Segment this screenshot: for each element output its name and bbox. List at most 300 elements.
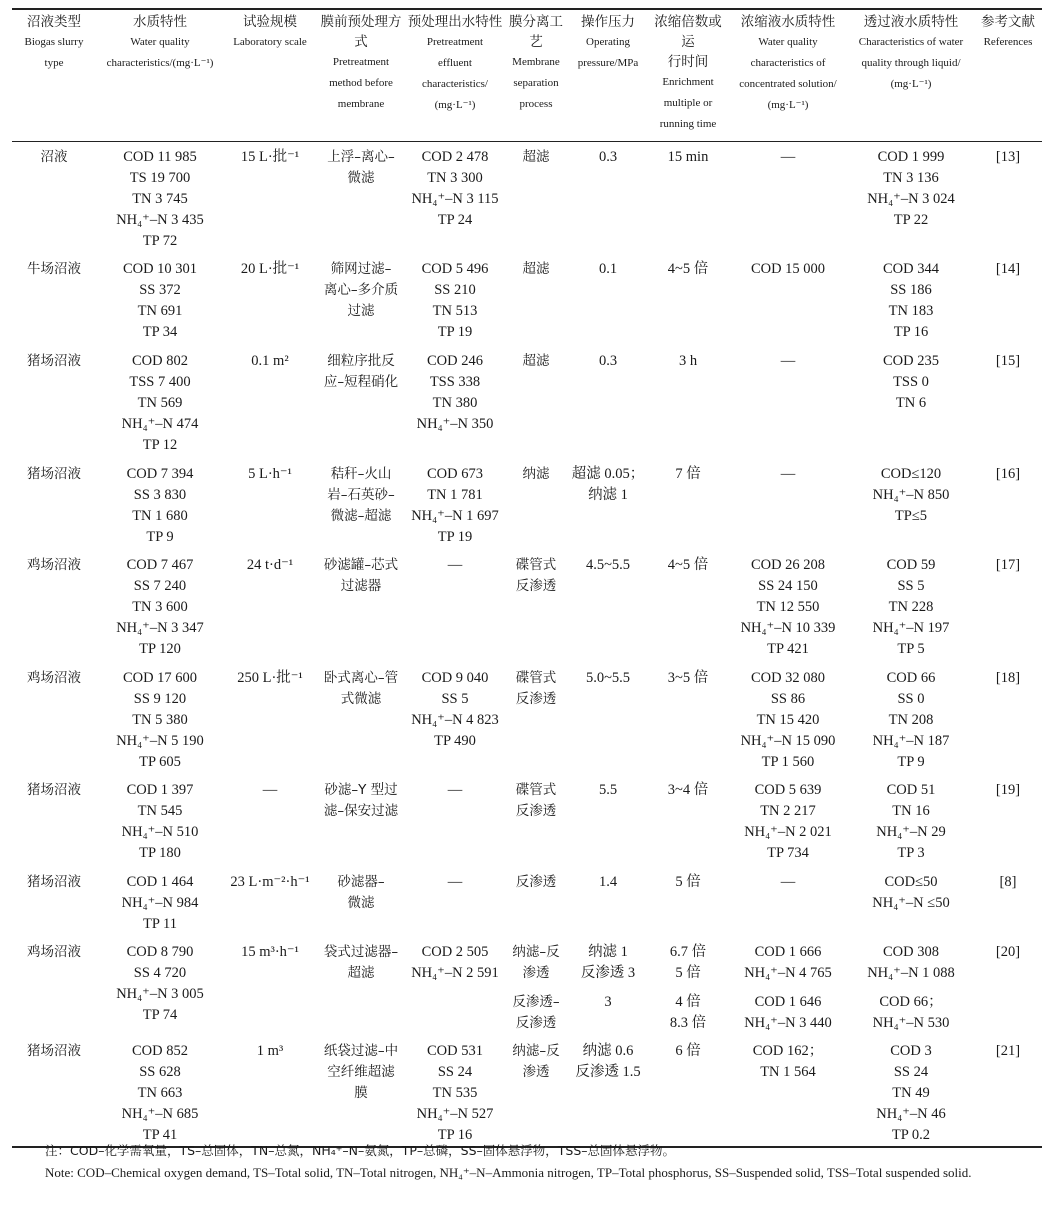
cell-line: NH₄⁺–N 3 347	[116, 620, 204, 636]
cell-line: SS 24 150	[758, 578, 818, 594]
cell-line: COD 1 999	[877, 149, 945, 165]
cell-ref	[974, 259, 1042, 351]
cell-line: 卧式离心–管	[323, 670, 399, 686]
cell-line: 超滤 0.05；	[571, 466, 645, 482]
cell-line: TN 15 420	[756, 712, 820, 728]
cell-line: 反渗透 3	[580, 965, 636, 981]
cell-line: COD 531	[427, 1043, 483, 1059]
cell-line: 6 倍	[675, 1043, 701, 1059]
table-notes	[12, 1140, 1046, 1184]
cell-line: —	[780, 353, 796, 369]
cell-line: 3~4 倍	[667, 782, 709, 798]
cell-line: 筛网过滤–	[330, 261, 392, 277]
cell-line: 8.3 倍	[669, 1015, 707, 1031]
cell-line: 式微滤	[340, 691, 382, 707]
cell-line: NH₄⁺–N 10 339	[740, 620, 836, 636]
cell-scale	[224, 259, 316, 351]
cell-line: 岩–石英砂–	[327, 487, 395, 503]
cell-pre	[316, 259, 406, 351]
cell-line: 过滤	[347, 303, 375, 319]
cell-line: TN 3 136	[883, 170, 939, 186]
cell-line: NH₄⁺–N 1 088	[867, 965, 955, 981]
cell-line: 超滤	[347, 965, 375, 981]
cell-line: SS 4 720	[133, 965, 187, 981]
cell-line: [15]	[995, 353, 1021, 369]
cell-line: COD 1 397	[126, 782, 194, 798]
cell-line: TP≤5	[894, 508, 928, 524]
cell-perm	[848, 259, 974, 351]
cell-scale	[224, 1041, 316, 1147]
cell-line: TP 22	[893, 212, 929, 228]
cell-line: —	[780, 149, 796, 165]
cell-line: TN 3 300	[427, 170, 483, 186]
table-row	[12, 872, 1042, 942]
cell-line: TP 120	[139, 641, 181, 657]
cell-ref	[974, 942, 1042, 1041]
cell-line: 250 L·批⁻¹	[237, 670, 303, 686]
cell-perm	[848, 464, 974, 555]
cell-ref	[974, 142, 1042, 260]
cell-line: NH₄⁺–N 2 021	[744, 824, 832, 840]
cell-pressure	[568, 259, 648, 351]
cell-line: 袋式过滤器–	[323, 944, 399, 960]
cell-line: TN 12 550	[756, 599, 820, 615]
cell-line: TS 19 700	[129, 170, 191, 186]
cell-line: 0.3	[598, 149, 618, 165]
cell-line: COD 66	[886, 670, 936, 686]
cell-perm	[848, 942, 974, 992]
cell-conc	[728, 942, 848, 992]
cell-line: 猪场沼液	[27, 353, 81, 369]
cell-perm	[848, 668, 974, 780]
cell-pressure	[568, 872, 648, 942]
cell-line: 应–短程硝化	[323, 374, 399, 390]
cell-pre	[316, 555, 406, 668]
cell-water	[96, 872, 224, 942]
cell-pre	[316, 142, 406, 260]
cell-water	[96, 780, 224, 872]
cell-line: [17]	[995, 557, 1021, 573]
header-concentrate: 浓缩液水质特性 Water quality characteristics of concentrated solution/ (mg·L⁻¹)	[728, 9, 848, 142]
cell-pressure	[568, 555, 648, 668]
cell-line: 膜	[354, 1085, 368, 1101]
cell-process	[504, 992, 568, 1041]
cell-line: TN 1 564	[760, 1064, 816, 1080]
cell-process	[504, 259, 568, 351]
cell-line: TN 2 217	[760, 803, 816, 819]
cell-enrich	[648, 992, 728, 1041]
cell-line: 牛场沼液	[27, 261, 81, 277]
cell-line: 纸袋过滤–中	[323, 1043, 399, 1059]
cell-line: COD 246	[427, 353, 483, 369]
cell-water	[96, 464, 224, 555]
cell-line: NH₄⁺–N ≤50	[872, 895, 950, 911]
cell-type	[12, 555, 96, 668]
cell-pre	[316, 942, 406, 1041]
cell-line: TP 1 560	[761, 754, 815, 770]
cell-line: SS 86	[770, 691, 806, 707]
cell-pre	[316, 872, 406, 942]
cell-line: TP 11	[143, 916, 177, 932]
cell-line: SS 186	[890, 282, 932, 298]
cell-line: TSS 7 400	[129, 374, 191, 390]
cell-line: 渗透	[522, 1064, 550, 1080]
cell-type	[12, 780, 96, 872]
cell-water	[96, 668, 224, 780]
cell-line: COD 7 467	[126, 557, 194, 573]
cell-line: 23 L·m⁻²·h⁻¹	[230, 874, 310, 890]
cell-line: TP 16	[437, 1127, 473, 1143]
cell-conc	[728, 992, 848, 1041]
cell-line: 反渗透–	[512, 994, 560, 1010]
cell-process	[504, 142, 568, 260]
cell-ref	[974, 668, 1042, 780]
cell-enrich	[648, 668, 728, 780]
cell-line: —	[447, 557, 463, 573]
cell-line: TN 545	[137, 803, 183, 819]
header-scale: 试验规模 Laboratory scale	[224, 9, 316, 142]
cell-enrich	[648, 142, 728, 260]
cell-line: 砂滤–Y 型过	[324, 782, 398, 798]
cell-line: 超滤	[522, 149, 550, 165]
header-type: 沼液类型 Biogas slurry type	[12, 9, 96, 142]
cell-line: 0.3	[598, 353, 618, 369]
cell-conc	[728, 555, 848, 668]
cell-line: TP 74	[142, 1007, 178, 1023]
cell-conc	[728, 259, 848, 351]
cell-line: NH₄⁺–N 474	[121, 416, 199, 432]
cell-line: COD 66；	[879, 994, 943, 1010]
cell-line: TP 9	[146, 529, 174, 545]
cell-line: 鸡场沼液	[27, 670, 81, 686]
cell-process	[504, 942, 568, 992]
cell-type	[12, 942, 96, 1041]
cell-pre_out	[406, 142, 504, 260]
cell-scale	[224, 142, 316, 260]
header-pressure: 操作压力 Operating pressure/MPa	[568, 9, 648, 142]
cell-enrich	[648, 1041, 728, 1147]
cell-line: [16]	[995, 466, 1021, 482]
cell-line: TN 380	[432, 395, 478, 411]
cell-process	[504, 668, 568, 780]
cell-line: TP 41	[142, 1127, 178, 1143]
cell-line: 1 m³	[256, 1043, 284, 1059]
table-row	[12, 780, 1042, 872]
cell-line: COD 2 505	[421, 944, 489, 960]
cell-perm	[848, 555, 974, 668]
cell-line: TN 183	[888, 303, 934, 319]
cell-line: TP 734	[767, 845, 809, 861]
cell-pressure	[568, 142, 648, 260]
cell-line: 微滤	[347, 895, 375, 911]
cell-line: 砂滤器–	[337, 874, 385, 890]
cell-line: 纳滤 0.6	[582, 1043, 634, 1059]
cell-conc	[728, 351, 848, 464]
header-permeate: 透过液水质特性 Characteristics of water quality through liquid/ (mg·L⁻¹)	[848, 9, 974, 142]
header-references: 参考文献 References	[974, 9, 1042, 142]
cell-line: COD 673	[427, 466, 483, 482]
note-en: Note: COD–Chemical oxygen demand, TS–Total solid, TN–Total nitrogen, NH₄⁺–N–Ammonia nitrogen, TP–Total phosphorus, SS–Suspended solid, TSS–Total suspended solid.	[45, 1165, 972, 1180]
cell-line: 反渗透	[515, 578, 557, 594]
cell-line: NH₄⁺–N 197	[872, 620, 950, 636]
cell-line: 反渗透	[515, 691, 557, 707]
cell-pre_out	[406, 942, 504, 1041]
cell-line: TP 34	[142, 324, 178, 340]
cell-water	[96, 555, 224, 668]
cell-scale	[224, 780, 316, 872]
cell-line: TN 6	[895, 395, 927, 411]
cell-line: 24 t·d⁻¹	[246, 557, 294, 573]
cell-line: 7 倍	[675, 466, 701, 482]
cell-ref	[974, 1041, 1042, 1147]
cell-line: 纳滤 1	[588, 944, 628, 960]
cell-line: NH₄⁺–N 15 090	[740, 733, 836, 749]
cell-type	[12, 464, 96, 555]
cell-line: NH₄⁺–N 29	[876, 824, 946, 840]
cell-ref	[974, 351, 1042, 464]
cell-line: 鸡场沼液	[27, 944, 81, 960]
cell-line: TN 5 380	[132, 712, 188, 728]
cell-line: TN 663	[137, 1085, 183, 1101]
cell-pressure	[568, 1041, 648, 1147]
cell-scale	[224, 668, 316, 780]
cell-line: 5.5	[598, 782, 618, 798]
cell-line: —	[780, 466, 796, 482]
cell-water	[96, 942, 224, 1041]
cell-line: 过滤器	[340, 578, 382, 594]
cell-type	[12, 351, 96, 464]
cell-line: 5 倍	[675, 965, 701, 981]
cell-line: NH₄⁺–N 984	[121, 895, 199, 911]
cell-pressure	[568, 464, 648, 555]
cell-line: COD≤120	[880, 466, 942, 482]
cell-line: 5 L·h⁻¹	[248, 466, 292, 482]
cell-line: SS 3 830	[133, 487, 187, 503]
cell-line: NH₄⁺–N 2 591	[411, 965, 499, 981]
cell-line: 纳滤 1	[588, 487, 628, 503]
cell-process	[504, 1041, 568, 1147]
cell-line: SS 372	[139, 282, 181, 298]
cell-line: TP 5	[897, 641, 925, 657]
cell-type	[12, 872, 96, 942]
cell-pre	[316, 780, 406, 872]
cell-line: TSS 338	[429, 374, 481, 390]
cell-line: COD 5 496	[421, 261, 489, 277]
cell-process	[504, 464, 568, 555]
cell-line: TN 1 781	[427, 487, 483, 503]
cell-pre_out	[406, 780, 504, 872]
cell-line: 砂滤罐–芯式	[323, 557, 399, 573]
cell-line: TN 3 600	[132, 599, 188, 615]
cell-line: 猪场沼液	[27, 1043, 81, 1059]
cell-conc	[728, 668, 848, 780]
cell-line: 3~5 倍	[667, 670, 709, 686]
cell-pre_out	[406, 464, 504, 555]
cell-line: COD 15 000	[750, 261, 826, 277]
cell-line: TP 19	[437, 529, 473, 545]
cell-line: COD 235	[883, 353, 939, 369]
cell-line: 纳滤–反	[512, 1043, 560, 1059]
cell-type	[12, 668, 96, 780]
cell-line: 上浮–离心–	[327, 149, 395, 165]
cell-pre_out	[406, 555, 504, 668]
cell-line: 5.0~5.5	[585, 670, 631, 686]
table-row	[12, 668, 1042, 780]
cell-line: TN 535	[432, 1085, 478, 1101]
cell-line: 纳滤–反	[512, 944, 560, 960]
cell-line: —	[262, 782, 278, 798]
cell-line: 3 h	[678, 353, 698, 369]
cell-ref	[974, 780, 1042, 872]
cell-line: NH₄⁺–N 350	[416, 416, 494, 432]
cell-line: TP 490	[434, 733, 476, 749]
cell-line: 纳滤	[522, 466, 550, 482]
cell-line: NH₄⁺–N 850	[872, 487, 950, 503]
cell-conc	[728, 142, 848, 260]
cell-pressure	[568, 351, 648, 464]
cell-line: COD 7 394	[126, 466, 194, 482]
cell-line: COD 3	[890, 1043, 932, 1059]
table-body	[12, 142, 1042, 1148]
cell-line: [13]	[995, 149, 1021, 165]
cell-line: 4~5 倍	[667, 261, 709, 277]
cell-pre	[316, 464, 406, 555]
cell-line: SS 5	[897, 578, 925, 594]
cell-line: 细粒序批反	[327, 353, 395, 369]
cell-enrich	[648, 872, 728, 942]
cell-pre_out	[406, 668, 504, 780]
cell-line: COD 51	[886, 782, 936, 798]
cell-line: 沼液	[40, 149, 68, 165]
cell-type	[12, 142, 96, 260]
cell-line: 15 min	[667, 149, 709, 165]
cell-line: NH₄⁺–N 685	[121, 1106, 199, 1122]
cell-enrich	[648, 555, 728, 668]
cell-line: NH₄⁺–N 510	[121, 824, 199, 840]
cell-line: [18]	[995, 670, 1021, 686]
cell-line: TP 3	[897, 845, 925, 861]
cell-line: NH₄⁺–N 3 440	[744, 1015, 832, 1031]
cell-enrich	[648, 464, 728, 555]
cell-scale	[224, 872, 316, 942]
cell-line: COD 344	[883, 261, 939, 277]
table-row	[12, 942, 1042, 992]
cell-line: SS 24	[893, 1064, 929, 1080]
table-row	[12, 464, 1042, 555]
header-pretreatment: 膜前预处理方式 Pretreatment method before membrane	[316, 9, 406, 142]
cell-line: TN 3 745	[132, 191, 188, 207]
header-enrichment: 浓缩倍数或运 行时间 Enrichment multiple or running time	[648, 9, 728, 142]
cell-pre_out	[406, 351, 504, 464]
cell-line: COD 5 639	[754, 782, 822, 798]
cell-line: SS 9 120	[133, 691, 187, 707]
cell-ref	[974, 872, 1042, 942]
cell-line: COD≤50	[884, 874, 938, 890]
cell-line: [21]	[995, 1043, 1021, 1059]
cell-line: 鸡场沼液	[27, 557, 81, 573]
cell-line: TP 421	[767, 641, 809, 657]
cell-process	[504, 351, 568, 464]
cell-line: 反渗透	[515, 803, 557, 819]
cell-ref	[974, 555, 1042, 668]
cell-line: COD 1 464	[126, 874, 194, 890]
cell-enrich	[648, 942, 728, 992]
cell-water	[96, 142, 224, 260]
cell-line: NH₄⁺–N 1 697	[411, 508, 499, 524]
cell-line: 碟管式	[515, 782, 557, 798]
cell-line: NH₄⁺–N 3 024	[867, 191, 955, 207]
cell-line: TN 208	[888, 712, 934, 728]
cell-line: 1.4	[598, 874, 618, 890]
cell-line: 碟管式	[515, 670, 557, 686]
cell-enrich	[648, 351, 728, 464]
cell-line: COD 17 600	[122, 670, 198, 686]
cell-line: TN 49	[892, 1085, 930, 1101]
cell-line: COD 1 666	[754, 944, 822, 960]
cell-conc	[728, 872, 848, 942]
cell-line: SS 7 240	[133, 578, 187, 594]
cell-line: COD 802	[132, 353, 188, 369]
cell-line: TP 180	[139, 845, 181, 861]
cell-line: [19]	[995, 782, 1021, 798]
cell-line: COD 852	[132, 1043, 188, 1059]
table-row	[12, 555, 1042, 668]
cell-type	[12, 259, 96, 351]
cell-scale	[224, 555, 316, 668]
cell-water	[96, 351, 224, 464]
cell-line: COD 308	[883, 944, 939, 960]
cell-line: TN 1 680	[132, 508, 188, 524]
cell-line: 滤–保安过滤	[323, 803, 399, 819]
cell-line: SS 210	[434, 282, 476, 298]
header-water: 水质特性 Water quality characteristics/(mg·L⁻¹)	[96, 9, 224, 142]
cell-enrich	[648, 780, 728, 872]
cell-line: NH₄⁺–N 187	[872, 733, 950, 749]
cell-line: TP 24	[437, 212, 473, 228]
cell-line: 超滤	[522, 261, 550, 277]
header-process: 膜分离工艺 Membrane separation process	[504, 9, 568, 142]
header-pretreat-effluent: 预处理出水特性 Pretreatment effluent characteristics/ (mg·L⁻¹)	[406, 9, 504, 142]
cell-line: COD 26 208	[750, 557, 826, 573]
cell-perm	[848, 142, 974, 260]
cell-line: NH₄⁺–N 3 005	[116, 986, 204, 1002]
cell-line: TN 513	[432, 303, 478, 319]
table-row	[12, 1041, 1042, 1147]
cell-line: —	[447, 874, 463, 890]
cell-process	[504, 555, 568, 668]
cell-line: COD 8 790	[126, 944, 194, 960]
cell-line: 猪场沼液	[27, 466, 81, 482]
cell-line: 秸秆–火山	[330, 466, 392, 482]
cell-line: TP 16	[893, 324, 929, 340]
cell-line: SS 5	[441, 691, 469, 707]
cell-line: 3	[604, 994, 612, 1010]
cell-pre	[316, 1041, 406, 1147]
cell-line: TSS 0	[893, 374, 929, 390]
cell-process	[504, 780, 568, 872]
cell-line: TP 605	[139, 754, 181, 770]
cell-pre_out	[406, 259, 504, 351]
cell-line: 碟管式	[515, 557, 557, 573]
cell-line: 6.7 倍	[669, 944, 707, 960]
cell-conc	[728, 780, 848, 872]
cell-line: NH₄⁺–N 527	[416, 1106, 494, 1122]
cell-line: NH₄⁺–N 46	[876, 1106, 946, 1122]
table-row	[12, 351, 1042, 464]
cell-line: TP 19	[437, 324, 473, 340]
cell-line: TN 691	[137, 303, 183, 319]
cell-pre_out	[406, 872, 504, 942]
